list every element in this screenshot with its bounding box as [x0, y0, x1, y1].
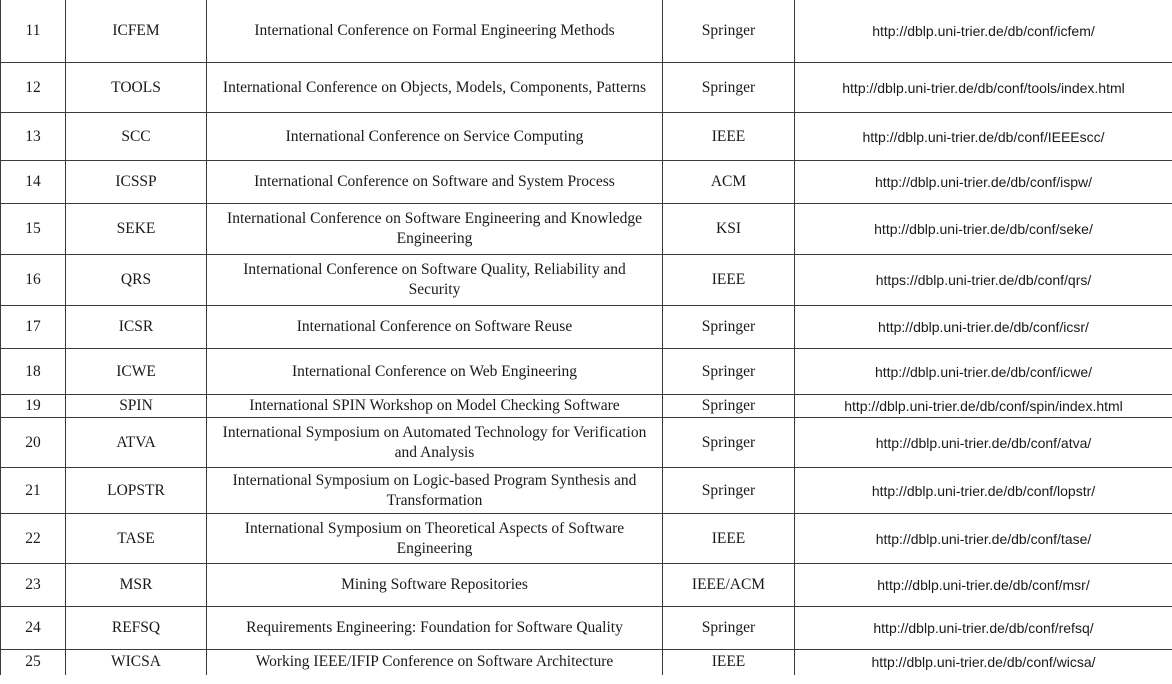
publisher: Springer [663, 468, 795, 514]
row-number: 18 [1, 349, 66, 395]
conference-name: International SPIN Workshop on Model Checking Software [207, 395, 663, 418]
dblp-link: https://dblp.uni-trier.de/db/conf/qrs/ [795, 255, 1172, 306]
dblp-link: http://dblp.uni-trier.de/db/conf/ispw/ [795, 161, 1172, 204]
conference-abbreviation: SPIN [66, 395, 207, 418]
row-number: 12 [1, 63, 66, 113]
dblp-link: http://dblp.uni-trier.de/db/conf/atva/ [795, 418, 1172, 468]
row-number: 22 [1, 514, 66, 564]
publisher: KSI [663, 204, 795, 255]
row-number: 24 [1, 607, 66, 650]
conference-abbreviation: REFSQ [66, 607, 207, 650]
table-row [1, 255, 1172, 306]
dblp-link: http://dblp.uni-trier.de/db/conf/refsq/ [795, 607, 1172, 650]
dblp-link: http://dblp.uni-trier.de/db/conf/spin/index.html [795, 395, 1172, 418]
dblp-link: http://dblp.uni-trier.de/db/conf/seke/ [795, 204, 1172, 255]
publisher: Springer [663, 63, 795, 113]
row-number: 17 [1, 306, 66, 349]
table-row [1, 113, 1172, 161]
table-row [1, 468, 1172, 514]
conference-table-body [1, 0, 1172, 675]
conference-abbreviation: MSR [66, 564, 207, 607]
table-row [1, 607, 1172, 650]
table-row [1, 63, 1172, 113]
conference-name: International Conference on Web Engineering [207, 349, 663, 395]
conference-name: International Conference on Software Reuse [207, 306, 663, 349]
publisher: IEEE [663, 650, 795, 675]
conference-name: International Conference on Software Engineering and Knowledge Engineering [207, 204, 663, 255]
conference-name: International Symposium on Logic-based Program Synthesis and Transformation [207, 468, 663, 514]
dblp-link: http://dblp.uni-trier.de/db/conf/icfem/ [795, 0, 1172, 63]
publisher: ACM [663, 161, 795, 204]
publisher: Springer [663, 395, 795, 418]
conference-name: International Conference on Formal Engineering Methods [207, 0, 663, 63]
conference-abbreviation: ICSSP [66, 161, 207, 204]
row-number: 19 [1, 395, 66, 418]
conference-abbreviation: LOPSTR [66, 468, 207, 514]
conference-abbreviation: SEKE [66, 204, 207, 255]
dblp-link: http://dblp.uni-trier.de/db/conf/tase/ [795, 514, 1172, 564]
dblp-link: http://dblp.uni-trier.de/db/conf/tools/index.html [795, 63, 1172, 113]
table-row [1, 650, 1172, 675]
publisher: Springer [663, 349, 795, 395]
dblp-link: http://dblp.uni-trier.de/db/conf/icwe/ [795, 349, 1172, 395]
table-row [1, 349, 1172, 395]
table-row [1, 0, 1172, 63]
dblp-link: http://dblp.uni-trier.de/db/conf/icsr/ [795, 306, 1172, 349]
publisher: Springer [663, 306, 795, 349]
conference-name: International Symposium on Theoretical Aspects of Software Engineering [207, 514, 663, 564]
conference-abbreviation: ICWE [66, 349, 207, 395]
dblp-link: http://dblp.uni-trier.de/db/conf/lopstr/ [795, 468, 1172, 514]
dblp-link: http://dblp.uni-trier.de/db/conf/wicsa/ [795, 650, 1172, 675]
row-number: 21 [1, 468, 66, 514]
conference-abbreviation: TOOLS [66, 63, 207, 113]
conference-abbreviation: ICSR [66, 306, 207, 349]
publisher: IEEE [663, 514, 795, 564]
conference-name: Requirements Engineering: Foundation for Software Quality [207, 607, 663, 650]
table-row [1, 418, 1172, 468]
publisher: Springer [663, 0, 795, 63]
table-row [1, 564, 1172, 607]
row-number: 13 [1, 113, 66, 161]
row-number: 15 [1, 204, 66, 255]
row-number: 14 [1, 161, 66, 204]
row-number: 11 [1, 0, 66, 63]
table-row [1, 514, 1172, 564]
dblp-link: http://dblp.uni-trier.de/db/conf/IEEEscc/ [795, 113, 1172, 161]
publisher: IEEE/ACM [663, 564, 795, 607]
conference-abbreviation: QRS [66, 255, 207, 306]
publisher: Springer [663, 418, 795, 468]
conference-abbreviation: ATVA [66, 418, 207, 468]
publisher: Springer [663, 607, 795, 650]
conference-abbreviation: TASE [66, 514, 207, 564]
table-row [1, 161, 1172, 204]
publisher: IEEE [663, 113, 795, 161]
conference-name: Mining Software Repositories [207, 564, 663, 607]
table-row [1, 395, 1172, 418]
row-number: 25 [1, 650, 66, 675]
conference-name: Working IEEE/IFIP Conference on Software Architecture [207, 650, 663, 675]
row-number: 20 [1, 418, 66, 468]
conference-abbreviation: WICSA [66, 650, 207, 675]
conference-name: International Conference on Service Computing [207, 113, 663, 161]
conference-name: International Conference on Objects, Models, Components, Patterns [207, 63, 663, 113]
row-number: 23 [1, 564, 66, 607]
conference-name: International Symposium on Automated Technology for Verification and Analysis [207, 418, 663, 468]
conference-name: International Conference on Software and System Process [207, 161, 663, 204]
table-row [1, 306, 1172, 349]
table-row [1, 204, 1172, 255]
publisher: IEEE [663, 255, 795, 306]
row-number: 16 [1, 255, 66, 306]
conference-name: International Conference on Software Quality, Reliability and Security [207, 255, 663, 306]
conference-abbreviation: ICFEM [66, 0, 207, 63]
conference-abbreviation: SCC [66, 113, 207, 161]
dblp-link: http://dblp.uni-trier.de/db/conf/msr/ [795, 564, 1172, 607]
